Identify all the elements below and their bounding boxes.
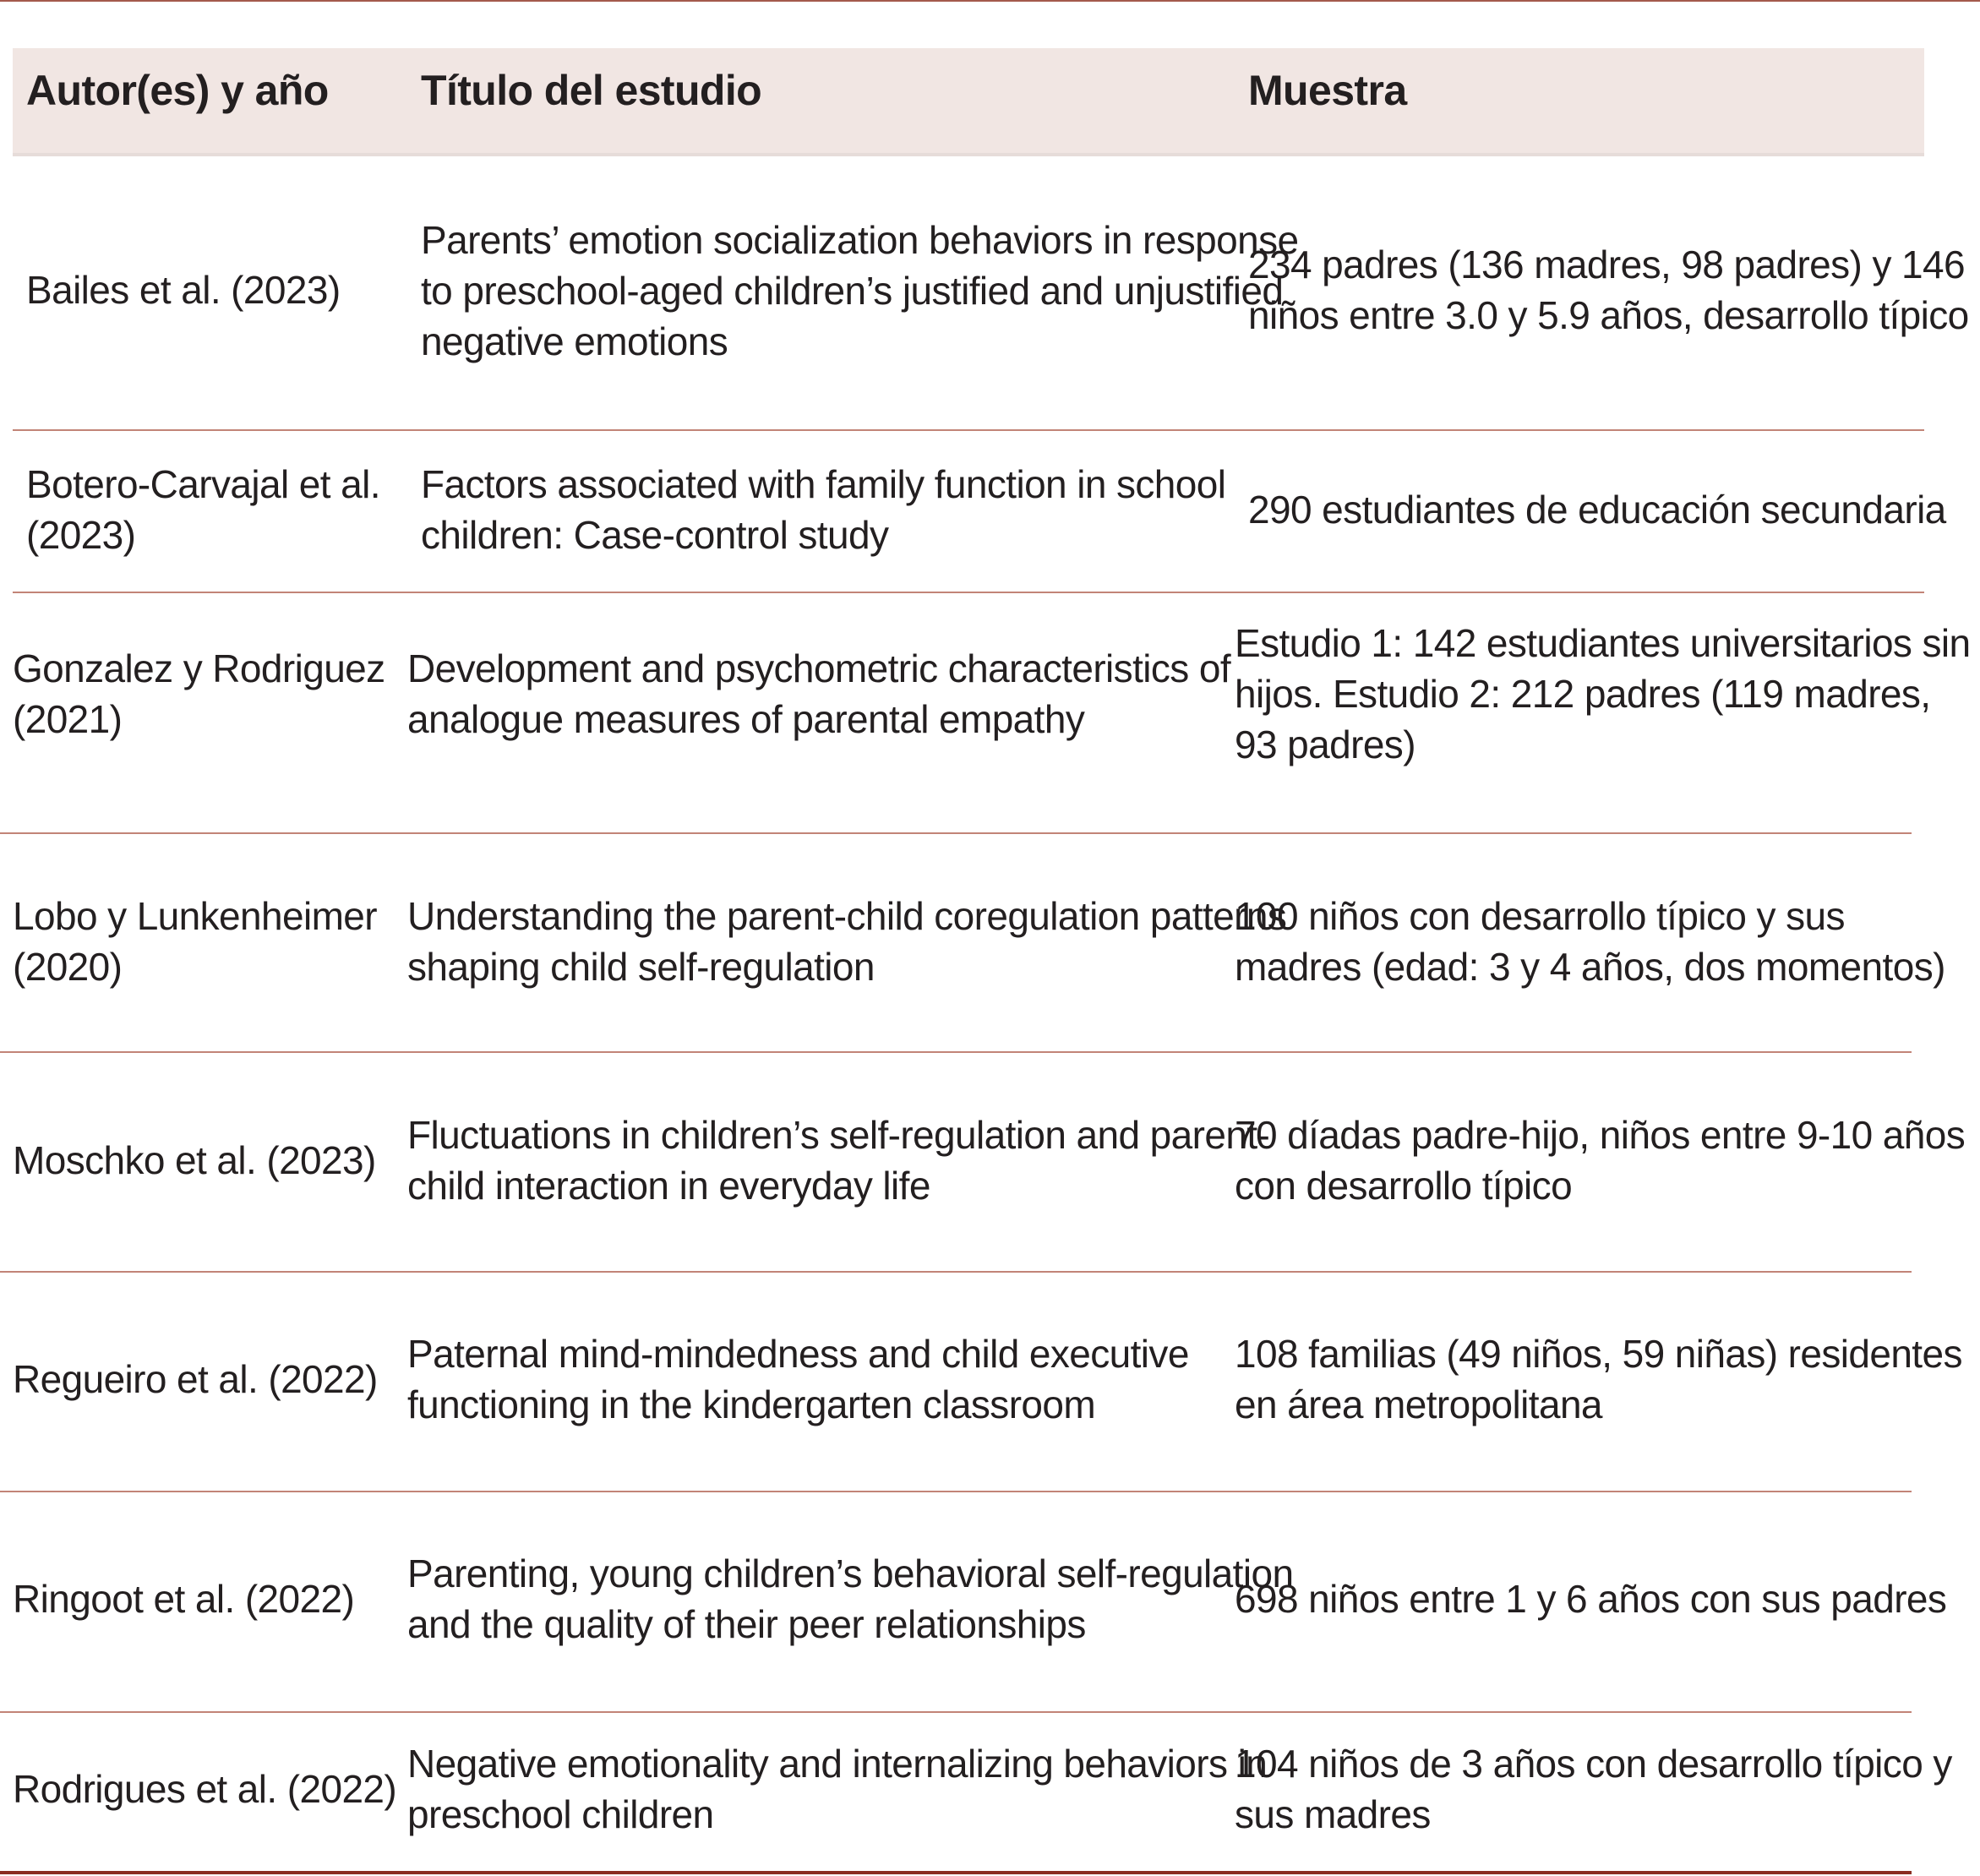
top-rule (0, 0, 1980, 2)
row-divider (13, 429, 1924, 431)
header-author: Autor(es) y año (26, 67, 329, 114)
table-row-4-author: Lobo y Lunkenheimer (2020) (13, 894, 378, 989)
row-divider (0, 1491, 1912, 1492)
table-row-5-title: Fluctuations in children’s self-regulation and parent- child interaction in everyday life (407, 1113, 1270, 1208)
table-row-2-sample: 290 estudiantes de educación secundaria (1248, 488, 1946, 532)
table-row-5-sample: 70 díadas padre-hijo, niños entre 9-10 años con desarrollo típico (1235, 1113, 1966, 1208)
table-row-1-sample: 234 padres (136 madres, 98 padres) y 146 niños entre 3.0 y 5.9 años, desarrollo típico (1248, 243, 1969, 337)
table-row-4-title: Understanding the parent-child coregulation patterns shaping child self-regulation (407, 894, 1287, 989)
row-divider (0, 1711, 1912, 1713)
table-row-8-title: Negative emotionality and internalizing behaviors in preschool children (407, 1742, 1268, 1836)
table-row-6-sample: 108 familias (49 niños, 59 niñas) residentes en área metropolitana (1235, 1332, 1962, 1426)
table-row-7-title: Parenting, young children’s behavioral self-regulation and the quality of their peer relationships (407, 1552, 1294, 1646)
bottom-rule (0, 1871, 1912, 1874)
table-row-2-author: Botero-Carvajal et al. (2023) (26, 462, 380, 557)
table-row-6-author: Regueiro et al. (2022) (13, 1357, 378, 1401)
table-row-7-sample: 698 niños entre 1 y 6 años con sus padres (1235, 1577, 1947, 1621)
table-row-4-sample: 100 niños con desarrollo típico y sus madres (edad: 3 y 4 años, dos momentos) (1235, 894, 1945, 989)
table-row-3-sample: Estudio 1: 142 estudiantes universitarios sin hijos. Estudio 2: 212 padres (119 madres, 93 padres) (1235, 621, 1971, 766)
table-row-1-author: Bailes et al. (2023) (26, 268, 341, 312)
table-row-3-author: Gonzalez y Rodriguez (2021) (13, 646, 385, 741)
row-divider (0, 1051, 1912, 1053)
header-title: Título del estudio (421, 67, 762, 114)
row-divider (0, 1271, 1912, 1273)
row-divider (13, 592, 1924, 593)
table-row-6-title: Paternal mind-mindedness and child executive functioning in the kindergarten classroom (407, 1332, 1189, 1426)
table-row-5-author: Moschko et al. (2023) (13, 1138, 376, 1182)
table-row-1-title: Parents’ emotion socialization behaviors in response to preschool-aged children’s justified and unjustified negative emotions (421, 218, 1299, 363)
table-row-8-sample: 104 niños de 3 años con desarrollo típico y sus madres (1235, 1742, 1952, 1836)
table-row-3-title: Development and psychometric characteristics of analogue measures of parental empathy (407, 646, 1231, 741)
row-divider (0, 832, 1912, 834)
header-sample: Muestra (1248, 67, 1407, 114)
table-row-2-title: Factors associated with family function in school children: Case-control study (421, 462, 1226, 557)
table-row-8-author: Rodrigues et al. (2022) (13, 1767, 397, 1811)
table-row-7-author: Ringoot et al. (2022) (13, 1577, 355, 1621)
